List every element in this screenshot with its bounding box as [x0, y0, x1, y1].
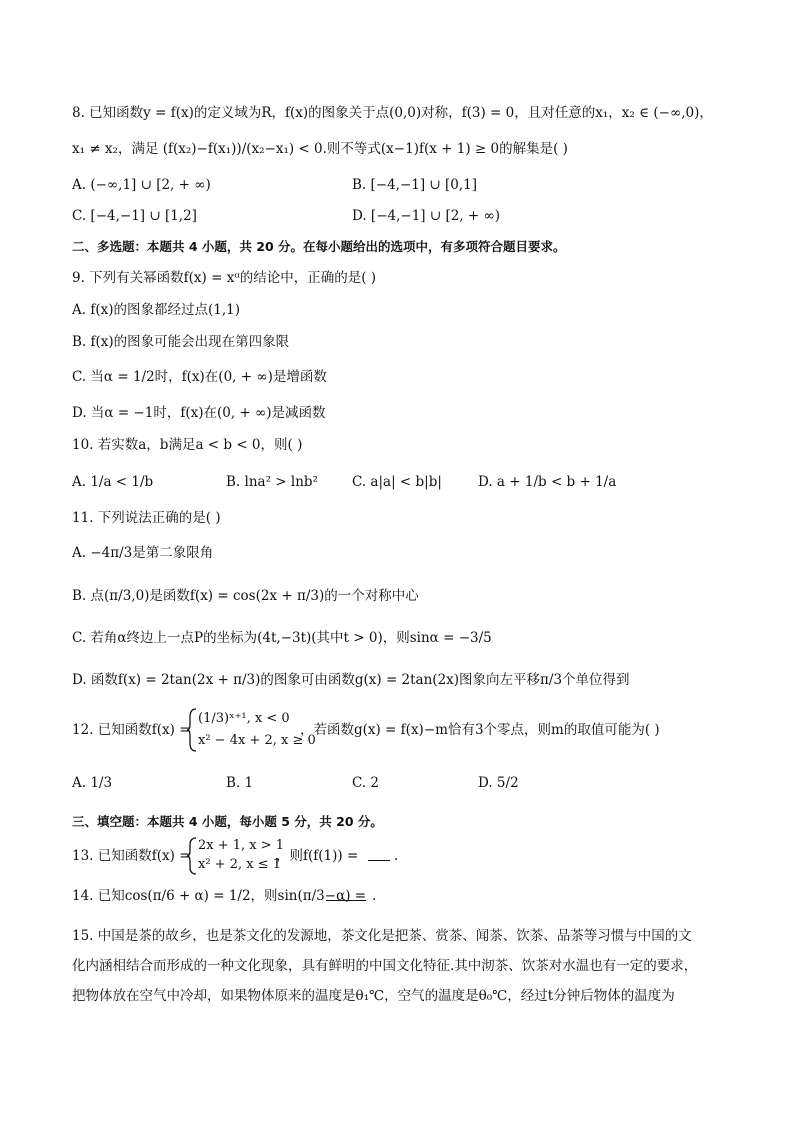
q15-stem-line1: 15. 中国是茶的故乡，也是茶文化的发源地，茶文化是把茶、赏茶、闻茶、饮茶、品茶等习惯与中国的文 [72, 928, 692, 944]
q12-case-2: x² − 4x + 2, x ≥ 0 [198, 733, 316, 748]
q11-option-b: B. 点(π/3,0)是函数f(x) = cos(2x + π/3)的一个对称中心 [72, 588, 419, 604]
q8-option-a: A. (−∞,1] ∪ [2, + ∞) [72, 177, 211, 193]
q14-period: . [372, 888, 377, 904]
q15-stem-line3: 把物体放在空气中冷却，如果物体原来的温度是θ₁℃，空气的温度是θ₀℃，经过t分钟后物体的温度为 [72, 988, 675, 1004]
q12-option-a: A. 1/3 [72, 775, 113, 791]
q11-stem: 11. 下列说法正确的是( ) [72, 510, 221, 526]
q15-stem-line2: 化内涵相结合而形成的一种文化现象，具有鲜明的中国文化特征.其中沏茶、饮茶对水温也有一定的要求， [72, 958, 698, 974]
q12-option-d: D. 5/2 [478, 775, 519, 791]
q10-option-b: B. lna² > lnb² [226, 474, 318, 490]
q8-stem-line1: 8. 已知函数y = f(x)的定义域为R，f(x)的图象关于点(0,0)对称，f(3) = 0，且对任意的x₁，x₂ ∈ (−∞,0)， [72, 105, 713, 121]
q10-stem: 10. 若实数a，b满足a < b < 0，则( ) [72, 437, 303, 453]
q13-answer-blank[interactable] [368, 848, 390, 861]
q14-stem: 14. 已知cos(π/6 + α) = 1/2，则sin(π/3−α) = [72, 888, 367, 904]
section-heading-fill-in: 三、填空题：本题共 4 小题，每小题 5 分，共 20 分。 [72, 814, 383, 829]
q9-stem: 9. 下列有关幂函数f(x) = xᵅ的结论中，正确的是( ) [72, 270, 377, 286]
q10-option-d: D. a + 1/b < b + 1/a [478, 474, 617, 490]
section-heading-multiple-choice: 二、多选题：本题共 4 小题，共 20 分。在每小题给出的选项中，有多项符合题目要求。 [72, 239, 566, 254]
q11-option-d: D. 函数f(x) = 2tan(2x + π/3)的图象可由函数g(x) = 2tan(2x)图象向左平移π/3个单位得到 [72, 672, 630, 688]
q14-answer-blank[interactable] [326, 888, 366, 901]
q9-option-b: B. f(x)的图象可能会出现在第四象限 [72, 334, 290, 350]
q12-option-b: B. 1 [226, 775, 254, 791]
q8-stem-line2: x₁ ≠ x₂，满足 (f(x₂)−f(x₁))/(x₂−x₁) < 0.则不等式(x−1)f(x + 1) ≥ 0的解集是( ) [72, 141, 568, 157]
q12-left-brace [186, 707, 198, 753]
q11-option-c: C. 若角α终边上一点P的坐标为(4t,−3t)(其中t > 0)，则sinα = −3/5 [72, 630, 492, 646]
q13-case-2: x² + 2, x ≤ 1 [198, 857, 281, 872]
q8-option-b: B. [−4,−1] ∪ [0,1] [352, 177, 478, 193]
q10-option-a: A. 1/a < 1/b [72, 474, 154, 490]
q13-stem-pre: 13. 已知函数f(x) = [72, 848, 191, 864]
q13-case-1: 2x + 1, x > 1 [198, 838, 285, 853]
q8-option-c: C. [−4,−1] ∪ [1,2] [72, 208, 197, 224]
q10-option-c: C. a|a| < b|b| [352, 474, 442, 490]
q13-stem-post: ，则f(f(1)) = [276, 848, 359, 864]
q12-stem-pre: 12. 已知函数f(x) = [72, 722, 191, 738]
q12-option-c: C. 2 [352, 775, 380, 791]
q13-period: . [394, 848, 399, 864]
q8-option-d: D. [−4,−1] ∪ [2, + ∞) [352, 208, 500, 224]
q13-left-brace [186, 836, 198, 876]
q12-stem-post: ，若函数g(x) = f(x)−m恰有3个零点，则m的取值可能为( ) [300, 722, 660, 738]
q12-case-1: (1/3)ˣ⁺¹, x < 0 [198, 711, 290, 726]
q9-option-c: C. 当α = 1/2时，f(x)在(0, + ∞)是增函数 [72, 369, 327, 385]
q9-option-a: A. f(x)的图象都经过点(1,1) [72, 302, 240, 318]
q11-option-a: A. −4π/3是第二象限角 [72, 545, 214, 561]
q9-option-d: D. 当α = −1时，f(x)在(0, + ∞)是减函数 [72, 405, 326, 421]
